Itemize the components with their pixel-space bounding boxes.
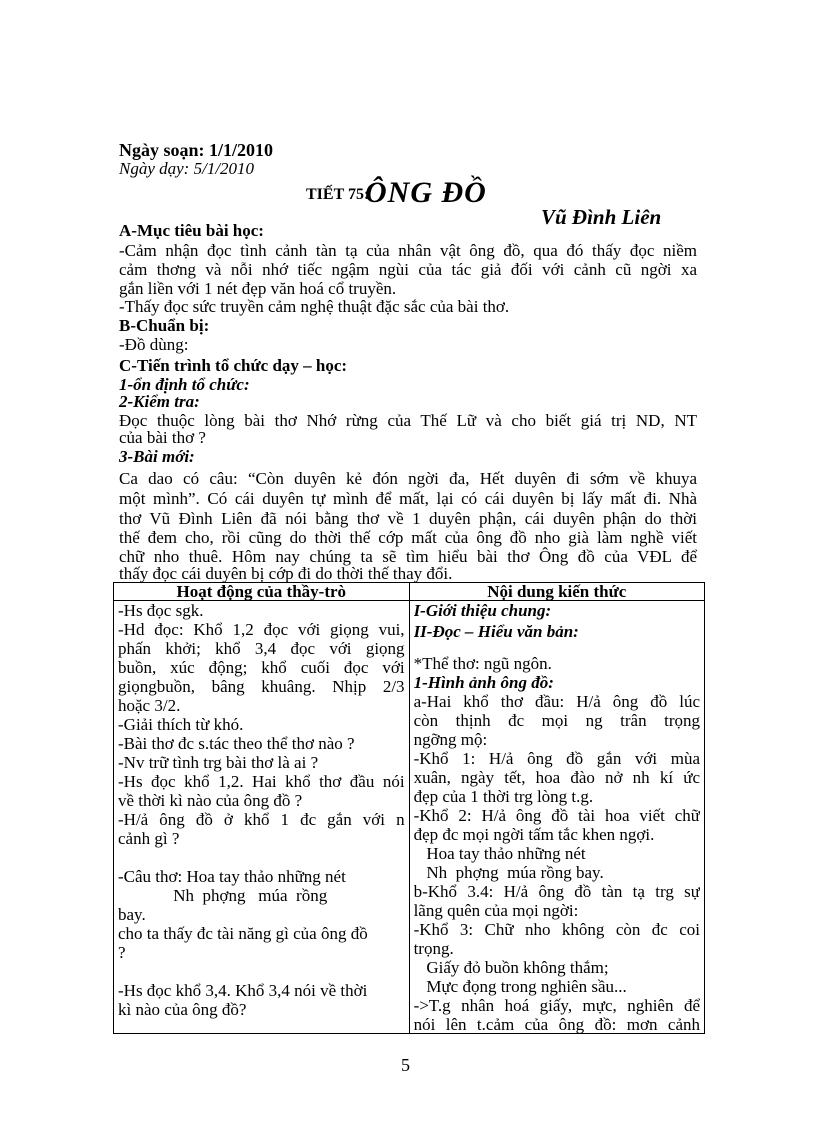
intro-line: thế đem cho, rồi cũng do thời thế cớp mất của ông đồ nho già làm nghề viết bbox=[119, 528, 697, 547]
section-a-line: -Cảm nhận đọc tình cảnh tàn tạ của nhân vật ông đồ, qua đó thấy đọc niềm bbox=[119, 241, 697, 260]
section-a-line: gắn liền với 1 nét đẹp văn hoá cổ truyền. bbox=[119, 279, 397, 298]
content-line: -Khổ 1: H/ả ông đồ gắn với mùa bbox=[413, 749, 700, 768]
lesson-title: ÔNG ĐỒ bbox=[365, 176, 487, 209]
content-line: nói lên t.cảm của ông đồ: mơn cảnh bbox=[413, 1015, 700, 1033]
step-2-line: Đọc thuộc lòng bài thơ Nhớ rừng của Thế Lữ và cho biết giá trị ND, NT bbox=[119, 411, 697, 430]
step-2-heading: 2-Kiểm tra: bbox=[119, 392, 200, 411]
column-header-activities: Hoạt động của thầy-trò bbox=[114, 583, 410, 601]
section-b-line: -Đồ dùng: bbox=[119, 335, 189, 354]
content-line: lãng quên của mọi ngời: bbox=[413, 901, 579, 920]
activity-line: -Bài thơ đc s.tác theo thể thơ nào ? bbox=[118, 734, 355, 753]
step-2-line: của bài thơ ? bbox=[119, 428, 206, 447]
activity-line: bay. bbox=[118, 905, 146, 924]
content-line: a-Hai khổ thơ đầu: H/ả ông đồ lúc bbox=[413, 692, 700, 711]
content-line: còn thịnh đc mọi ng trân trọng bbox=[413, 711, 700, 730]
activity-line: -H/ả ông đồ ở khổ 1 đc gắn với n bbox=[118, 810, 405, 829]
content-line: đẹp đc mọi ngời tấm tắc khen ngợi. bbox=[413, 825, 655, 844]
step-1-heading: 1-ổn định tổ chức: bbox=[119, 375, 250, 394]
section-a-line: -Thấy đọc sức truyền cảm nghệ thuật đặc sắc của bài thơ. bbox=[119, 297, 510, 316]
content-line: -Khổ 3: Chữ nho không còn đc coi bbox=[413, 920, 700, 939]
activity-line: -Nv trữ tình trg bài thơ là ai ? bbox=[118, 753, 319, 772]
content-line: Nh phợng múa rồng bay. bbox=[413, 863, 604, 882]
activity-line: Nh phợng múa rồng bbox=[118, 886, 328, 905]
activity-line: hoặc 3/2. bbox=[118, 696, 181, 715]
date-prepared: Ngày soạn: 1/1/2010 bbox=[119, 140, 274, 160]
section-a-line: cảm thơng và nỗi nhớ tiếc ngậm ngùi của tác giả đối với cảnh cũ ngời xa bbox=[119, 260, 697, 279]
lesson-table bbox=[113, 582, 705, 1034]
activity-line: về thời kì nào của ông đồ ? bbox=[118, 791, 303, 810]
content-heading: I-Giới thiệu chung: bbox=[413, 601, 552, 620]
author-name: Vũ Đình Liên bbox=[541, 205, 662, 229]
spacer bbox=[414, 644, 700, 654]
content-line: -Khổ 2: H/ả ông đồ tài hoa viết chữ bbox=[413, 806, 700, 825]
content-line: Hoa tay thảo những nét bbox=[413, 844, 586, 863]
page-number: 5 bbox=[401, 1055, 410, 1075]
activity-line bbox=[118, 848, 405, 867]
activity-line: -Hd đọc: Khổ 1,2 đọc với giọng vui, bbox=[118, 620, 405, 639]
activity-line: -Hs đọc sgk. bbox=[118, 601, 204, 620]
section-a-heading: A-Mục tiêu bài học: bbox=[119, 221, 264, 240]
activity-line: buồn, xúc động; khổ cuối đọc với bbox=[118, 658, 405, 677]
intro-line: thơ Vũ Đình Liên đã nói bằng thơ về 1 duyên phận, cái duyên phận do thời bbox=[119, 509, 697, 528]
activity-line: -Giải thích từ khó. bbox=[118, 715, 244, 734]
content-line: ->T.g nhân hoá giấy, mực, nghiên để bbox=[413, 996, 700, 1015]
activity-line: -Câu thơ: Hoa tay thảo những nét bbox=[118, 867, 346, 886]
content-line: ngỡng mộ: bbox=[413, 730, 488, 749]
content-line: b-Khổ 3.4: H/ả ông đồ tàn tạ trg sự bbox=[413, 882, 700, 901]
intro-line: chữ nho thuê. Hôm nay chúng ta sẽ tìm hiểu bài thơ Ông đồ của VĐL để bbox=[119, 547, 697, 566]
date-taught: Ngày dạy: 5/1/2010 bbox=[119, 159, 255, 178]
content-line: trọng. bbox=[413, 939, 454, 958]
section-b-heading: B-Chuẩn bị: bbox=[119, 316, 210, 335]
activity-line: -Hs đọc khổ 1,2. Hai khổ thơ đầu nói bbox=[118, 772, 405, 791]
activity-line: giọngbuồn, bâng khuâng. Nhịp 2/3 bbox=[118, 677, 405, 696]
content-line: đẹp của 1 thời trg lòng t.g. bbox=[413, 787, 594, 806]
activity-line bbox=[118, 962, 405, 981]
section-c-heading: C-Tiến trình tổ chức dạy – học: bbox=[119, 356, 348, 375]
activities-cell bbox=[114, 601, 410, 1034]
intro-line: Ca dao có câu: “Còn duyên kẻ đón ngời đa, Hết duyên đi sớm về khuya bbox=[119, 469, 697, 488]
activity-line: -Hs đọc khổ 3,4. Khổ 3,4 nói về thời bbox=[118, 981, 368, 1000]
intro-line: thấy đọc cái duyên bị cớp đi do thời thế thay đổi. bbox=[119, 564, 453, 583]
activity-line: cảnh gì ? bbox=[118, 829, 180, 848]
lesson-number: TIẾT 75: bbox=[306, 186, 370, 203]
activity-line: kì nào của ông đồ? bbox=[118, 1000, 247, 1019]
activity-line: ? bbox=[118, 943, 126, 962]
content-line: *Thể thơ: ngũ ngôn. bbox=[413, 654, 552, 673]
content-heading: 1-Hình ảnh ông đồ: bbox=[413, 673, 554, 692]
content-line: Mực đọng trong nghiên sầu... bbox=[413, 977, 627, 996]
content-line: Giấy đỏ buồn không thắm; bbox=[413, 958, 609, 977]
step-3-heading: 3-Bài mới: bbox=[119, 447, 195, 466]
content-line: xuân, ngày tết, hoa đào nở nh kí ức bbox=[413, 768, 700, 787]
activity-line: phấn khởi; khổ 3,4 đọc với giọng bbox=[118, 639, 405, 658]
activity-line: cho ta thấy đc tài năng gì của ông đồ bbox=[118, 924, 368, 943]
intro-line: một mình”. Có cái duyên tự mình để mất, lại có cái duyên bị lấy mất đi. Nhà bbox=[119, 489, 697, 508]
column-header-content: Nội dung kiến thức bbox=[409, 583, 704, 601]
content-heading: II-Đọc – Hiểu văn bản: bbox=[413, 622, 579, 641]
content-cell bbox=[409, 601, 704, 1034]
